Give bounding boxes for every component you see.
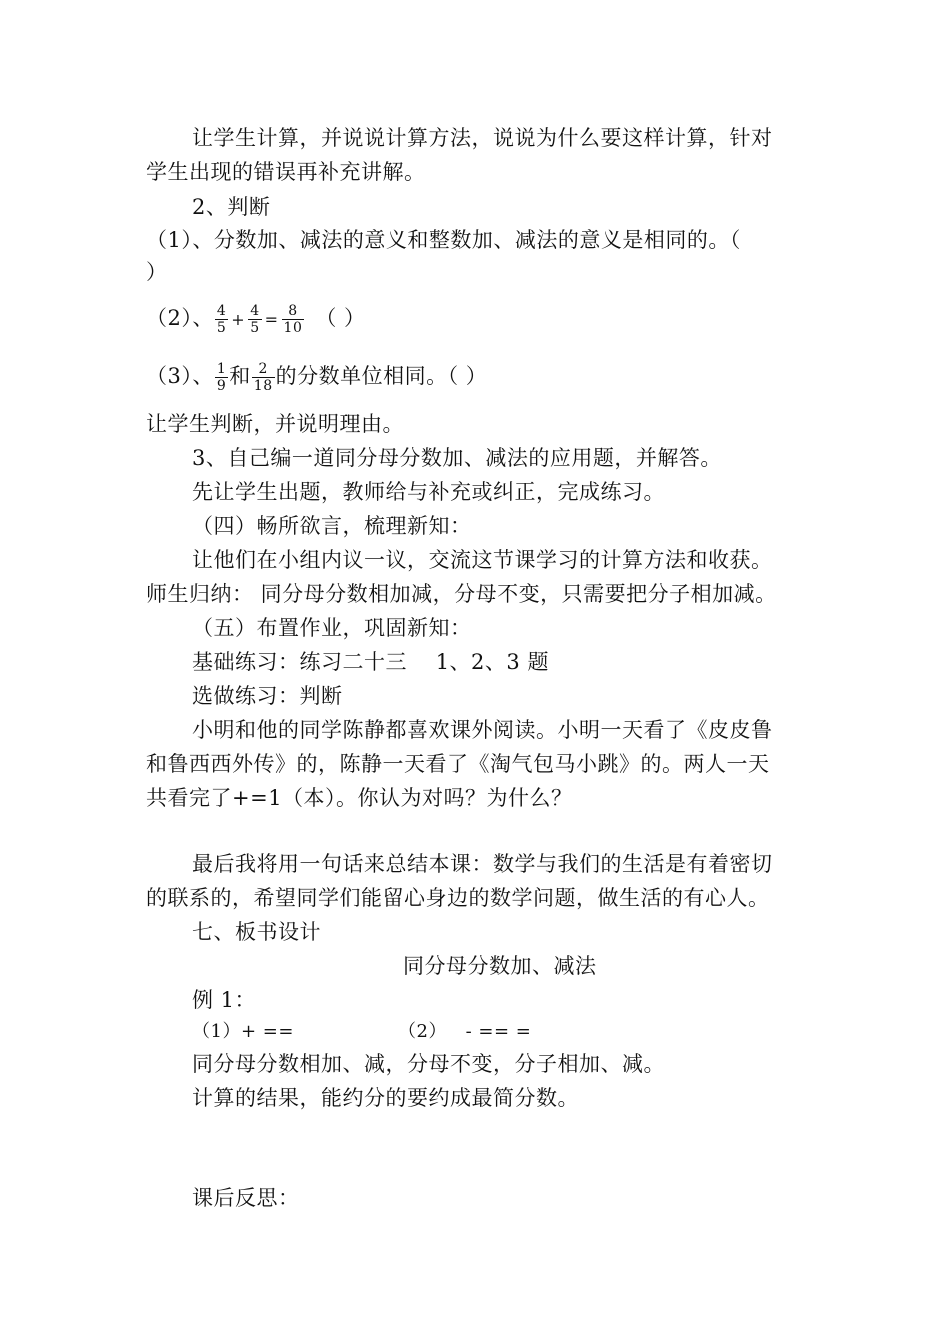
judge-item-1-blank: ）	[146, 260, 168, 284]
item-prefix: （2）、	[146, 306, 214, 330]
paragraph-line: 让学生判断，并说明理由。	[146, 412, 404, 436]
denominator: 18	[253, 378, 273, 394]
answer-blank: （ ）	[315, 306, 366, 330]
paragraph-line: 小明和他的同学陈静都喜欢课外阅读。小明一天看了《皮皮鲁	[192, 718, 773, 742]
numerator: 1	[216, 361, 227, 377]
paragraph-line: 共看完了+=1（本）。你认为对吗？为什么？	[146, 786, 573, 810]
paragraph-line: 先让学生出题，教师给与补充或纠正，完成练习。	[192, 480, 665, 504]
denominator: 5	[216, 320, 227, 336]
section-heading: （五）布置作业，巩固新知：	[192, 616, 472, 640]
plus-sign: +	[231, 309, 246, 329]
item-suffix: 的分数单位相同。（ ）	[275, 364, 488, 388]
numerator: 2	[252, 361, 275, 378]
paragraph-line: 让他们在小组内议一议，交流这节课学习的计算方法和收获。	[192, 548, 773, 572]
paragraph-line: 基础练习：练习二十三 1、2、3 题	[192, 650, 549, 674]
paragraph-line: 3、自己编一道同分母分数加、减法的应用题，并解答。	[192, 446, 722, 470]
section-heading: （四）畅所欲言，梳理新知：	[192, 514, 472, 538]
judge-item-1: （1）、分数加、减法的意义和整数加、减法的意义是相同的。（	[146, 228, 741, 252]
board-title: 同分母分数加、减法	[403, 954, 597, 978]
fraction	[248, 303, 261, 336]
paragraph-line: 选做练习：判断	[192, 684, 343, 708]
judge-item-3	[146, 356, 487, 396]
section-heading: 课后反思：	[192, 1186, 300, 1210]
paragraph-line: 的联系的，希望同学们能留心身边的数学问题，做生活的有心人。	[146, 886, 770, 910]
equals-sign: =	[264, 309, 279, 329]
paragraph-line: 师生归纳： 同分母分数相加减，分母不变，只需要把分子相加减。	[146, 582, 777, 606]
section-heading: 2、判断	[192, 195, 271, 219]
denominator: 5	[250, 320, 260, 336]
numerator: 4	[250, 303, 260, 319]
paragraph-line: 最后我将用一句话来总结本课：数学与我们的生活是有着密切	[192, 852, 773, 876]
numerator: 8	[282, 303, 305, 320]
fraction	[282, 303, 305, 336]
paragraph-line: 计算的结果，能约分的要约成最简分数。	[192, 1086, 579, 1110]
fraction	[215, 361, 228, 394]
numerator: 4	[216, 303, 227, 319]
fraction	[215, 303, 228, 336]
fraction	[252, 361, 275, 394]
example-formula-2: （2） - == =	[398, 1021, 532, 1042]
paragraph-line: 同分母分数相加、减，分母不变，分子相加、减。	[192, 1052, 665, 1076]
judge-item-2	[146, 298, 366, 340]
denominator: 9	[216, 378, 227, 394]
example-label: 例 1：	[192, 988, 257, 1012]
paragraph-line: 和鲁西西外传》的，陈静一天看了《淘气包马小跳》的。两人一天	[146, 752, 770, 776]
paragraph-line: 学生出现的错误再补充讲解。	[146, 160, 426, 184]
paragraph-line: 让学生计算，并说说计算方法，说说为什么要这样计算，针对	[192, 126, 773, 150]
denominator: 10	[283, 320, 303, 336]
item-prefix: （3）、	[146, 364, 214, 388]
connector-text: 和	[229, 364, 251, 388]
section-heading: 七、板书设计	[192, 920, 321, 944]
example-formula-1: （1）+ ==	[192, 1021, 294, 1042]
